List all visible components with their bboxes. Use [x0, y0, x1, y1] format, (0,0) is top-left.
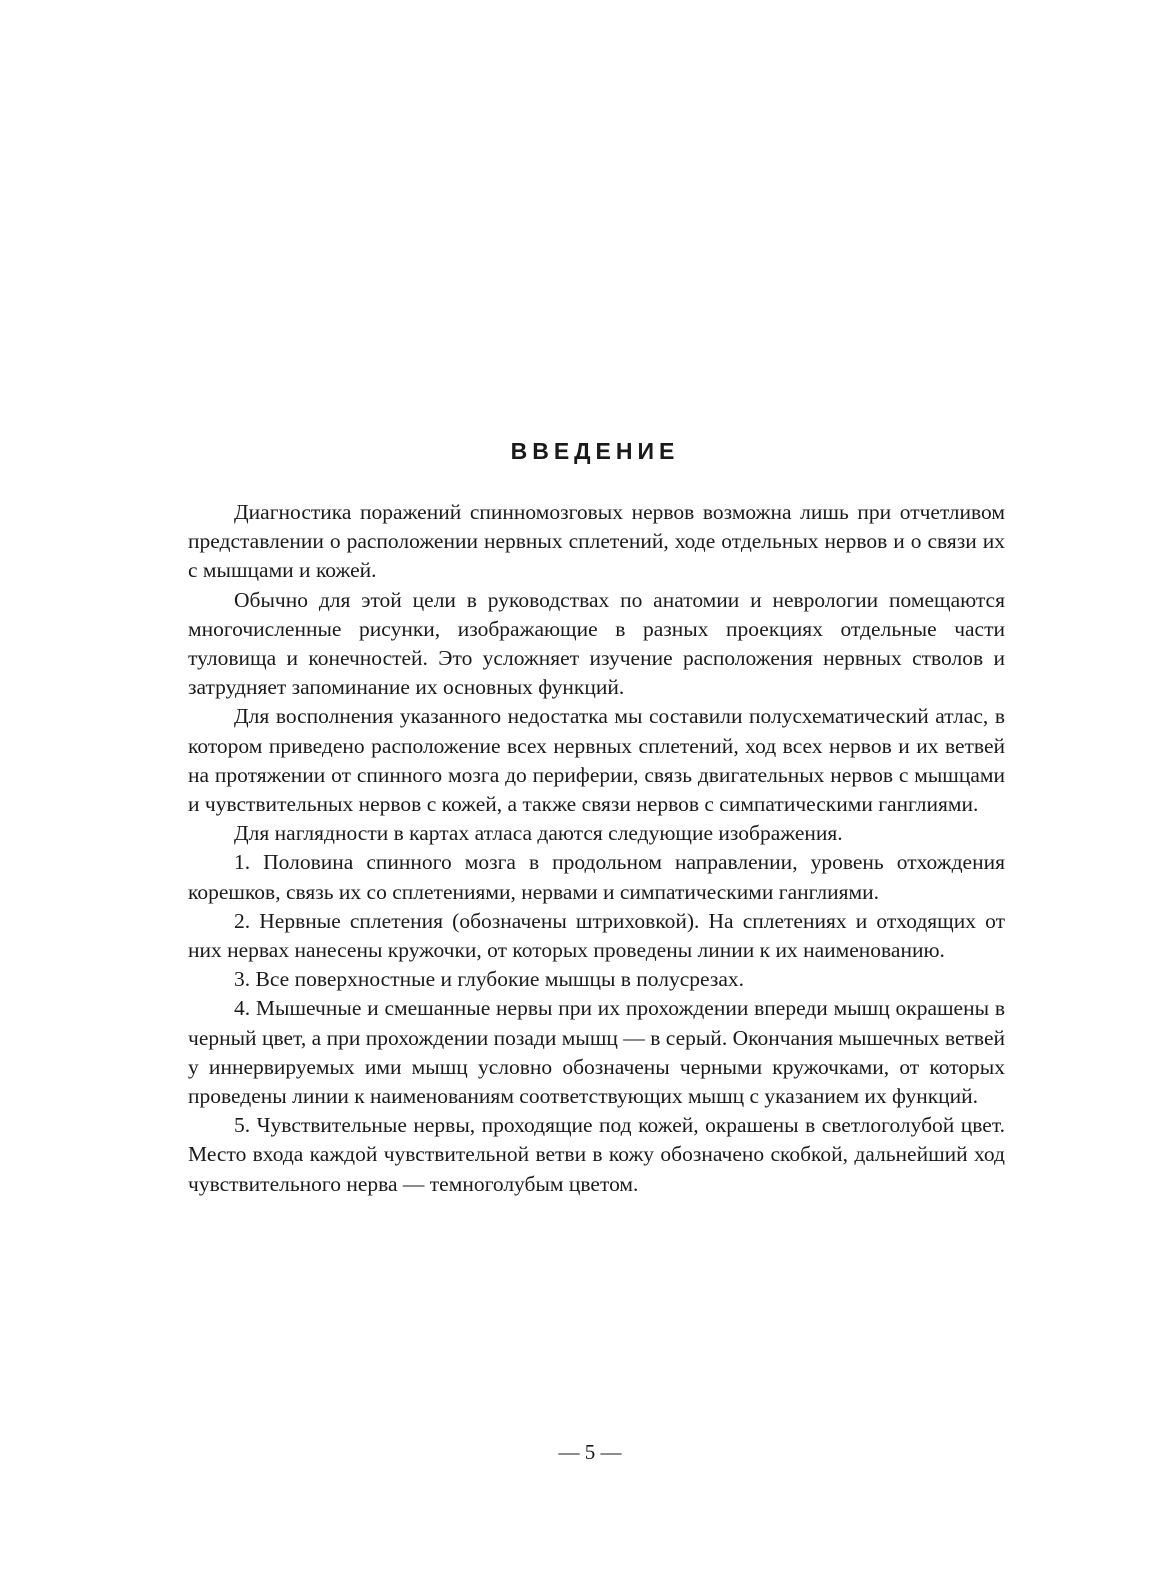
- list-item-5: 5. Чувствительные нервы, проходящие под кожей, окрашены в светлоголубой цвет. Место входа каждой чувствительной ветви в кожу обозначено скобкой, дальнейший ход чувствительного нерва — темноголубым цветом.: [188, 1113, 1005, 1196]
- list-item-3: 3. Все поверхностные и глубокие мышцы в полусрезах.: [234, 967, 745, 992]
- list-item-1: 1. Половина спинного мозга в продольном направлении, уровень отхождения корешков, связь их со сплетениями, нервами и симпатическими ганглиями.: [188, 850, 1005, 904]
- page-title: ВВЕДЕНИЕ: [510, 438, 680, 464]
- body-text: [188, 498, 1005, 1199]
- paragraph-atlas: Для восполнения указанного недостатка мы составили полусхематический атлас, в котором приведено расположение всех нервных сплетений, ход всех нервов и их ветвей на протяжении от спинного мозга до периферии, связь двигательных нервов с мышцами и чувствительных нервов с кожей, а также связи нервов с симпатическими ганглиями.: [188, 704, 1005, 817]
- list-item-2: 2. Нервные сплетения (обозначены штриховкой). На сплетениях и отходящих от них нервах нанесены кружочки, от которых проведены линии к их наименованию.: [188, 908, 1005, 963]
- paragraph-illustrations: Для наглядности в картах атласа даются следующие изображения.: [234, 821, 843, 846]
- paragraph-intro: Диагностика поражений спинномозговых нервов возможна лишь при отчетливом представлении о расположении нервных сплетений, ходе отдельных нервов и о связи их с мышцами и кожей.: [188, 500, 1005, 583]
- page-number: — 5 —: [558, 1440, 622, 1464]
- list-item-4: 4. Мышечные и смешанные нервы при их прохождении впереди мышц окрашены в черный цвет, а при прохождении позади мышц — в серый. Окончания мышечных ветвей у иннервируемых ими мышц условно обозначены черными кружочками, от которых проведены линии к наименованиям соответствующих мышц с указанием их функций.: [188, 996, 1005, 1109]
- paragraph-manuals: Обычно для этой цели в руководствах по анатомии и неврологии помещаются многочисленные рисунки, изображающие в разных проекциях отдельные части туловища и конечностей. Это усложняет изучение расположения нервных стволов и затрудняет запоминание их основных функций.: [188, 587, 1005, 700]
